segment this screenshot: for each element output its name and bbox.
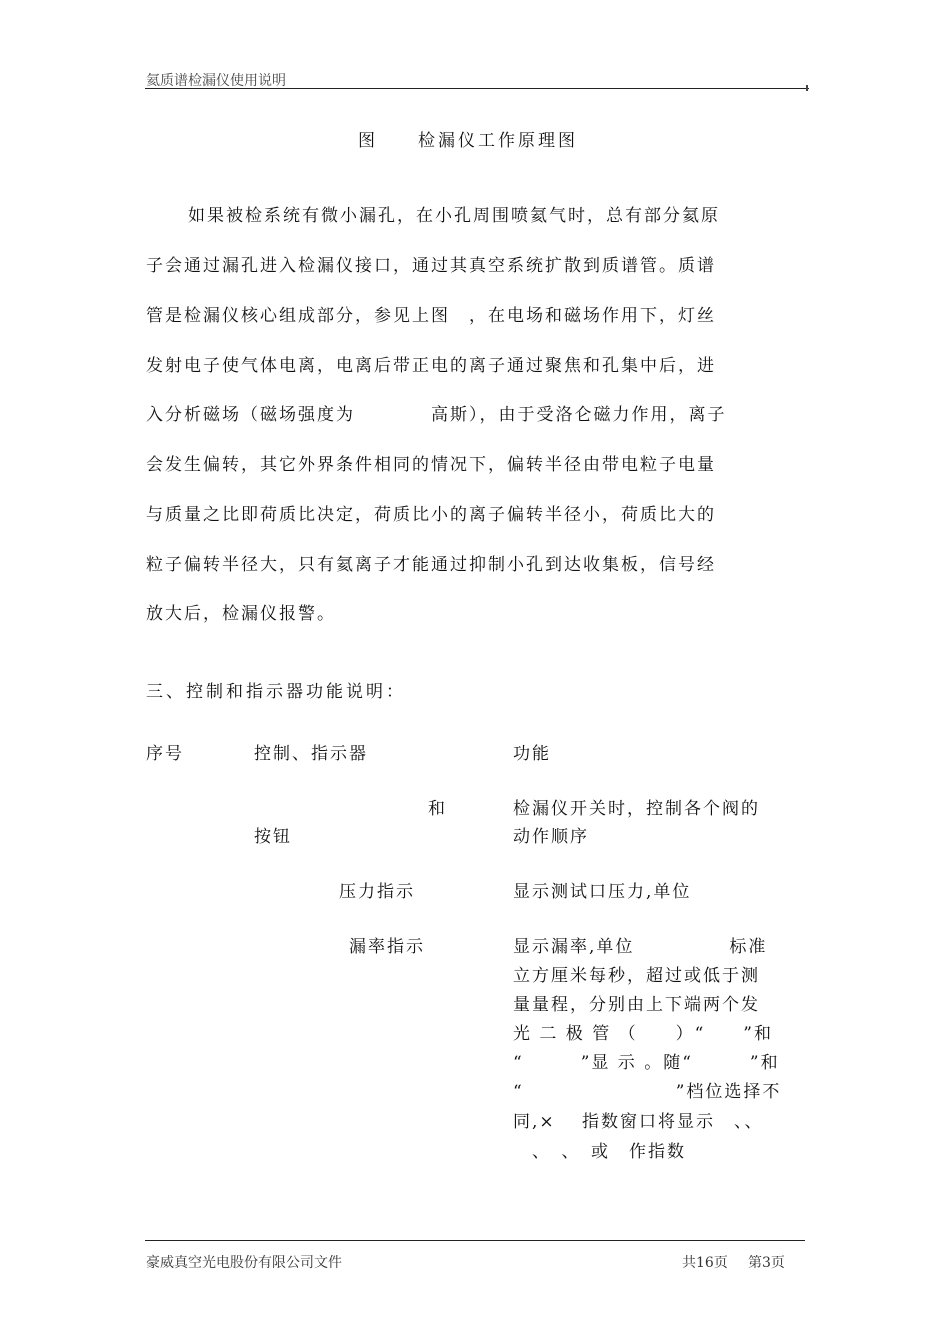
- header-rule: [145, 88, 809, 89]
- control-name: 和: [428, 799, 447, 819]
- function-line: 、 、 或 作指数: [513, 1142, 686, 1162]
- footer-company: 豪威真空光电股份有限公司文件: [146, 1255, 342, 1271]
- function-line: 检漏仪开关时，控制各个阀的: [513, 799, 760, 819]
- body-line: 与质量之比即荷质比决定，荷质比小的离子偏转半径小，荷质比大的: [146, 505, 716, 525]
- function-line: “ ”显 示 。随“ ”和: [513, 1053, 780, 1073]
- section-heading: 三、控制和指示器功能说明：: [146, 682, 406, 702]
- body-line: 放大后，检漏仪报警。: [146, 604, 336, 624]
- footer-page-number: 第3页: [748, 1255, 785, 1271]
- body-line: 入分析磁场（磁场强度为 高斯），由于受洛仑磁力作用，离子: [146, 405, 727, 425]
- col-header-control: 控制、指示器: [254, 744, 368, 764]
- figure-caption: 检漏仪工作原理图: [418, 131, 578, 151]
- function-line: “ ”档位选择不: [513, 1082, 782, 1102]
- col-header-function: 功能: [513, 744, 551, 764]
- function-line: 显示漏率,单位 标准: [513, 937, 768, 957]
- col-header-no: 序号: [146, 744, 184, 764]
- control-name: 漏率指示: [349, 937, 425, 957]
- body-line: 发射电子使气体电离，电离后带正电的离子通过聚焦和孔集中后，进: [146, 356, 716, 376]
- body-line: 如果被检系统有微小漏孔，在小孔周围喷氦气时，总有部分氦原: [188, 206, 720, 226]
- running-header: 氦质谱检漏仪使用说明: [146, 73, 286, 89]
- footer-rule: [145, 1240, 805, 1241]
- body-line: 粒子偏转半径大，只有氦离子才能通过抑制小孔到达收集板，信号经: [146, 555, 716, 575]
- function-line: 光 二 极 管 （ ）“ ”和: [513, 1024, 773, 1044]
- function-line: 立方厘米每秒，超过或低于测: [513, 966, 760, 986]
- header-rule-mark: [806, 85, 808, 91]
- control-name: 压力指示: [339, 882, 415, 902]
- footer-total-pages: 共16页: [682, 1255, 728, 1271]
- control-name: 按钮: [254, 827, 292, 847]
- function-line: 同,× 指数窗口将显示 、、: [513, 1112, 764, 1132]
- body-line: 会发生偏转，其它外界条件相同的情况下，偏转半径由带电粒子电量: [146, 455, 716, 475]
- function-line: 动作顺序: [513, 827, 589, 847]
- body-line: 管是检漏仪核心组成部分，参见上图 ，在电场和磁场作用下，灯丝: [146, 306, 716, 326]
- body-line: 子会通过漏孔进入检漏仪接口，通过其真空系统扩散到质谱管。质谱: [146, 256, 716, 276]
- function-line: 显示测试口压力,单位: [513, 882, 692, 902]
- function-line: 量量程，分别由上下端两个发: [513, 995, 760, 1015]
- figure-label: 图: [358, 131, 378, 151]
